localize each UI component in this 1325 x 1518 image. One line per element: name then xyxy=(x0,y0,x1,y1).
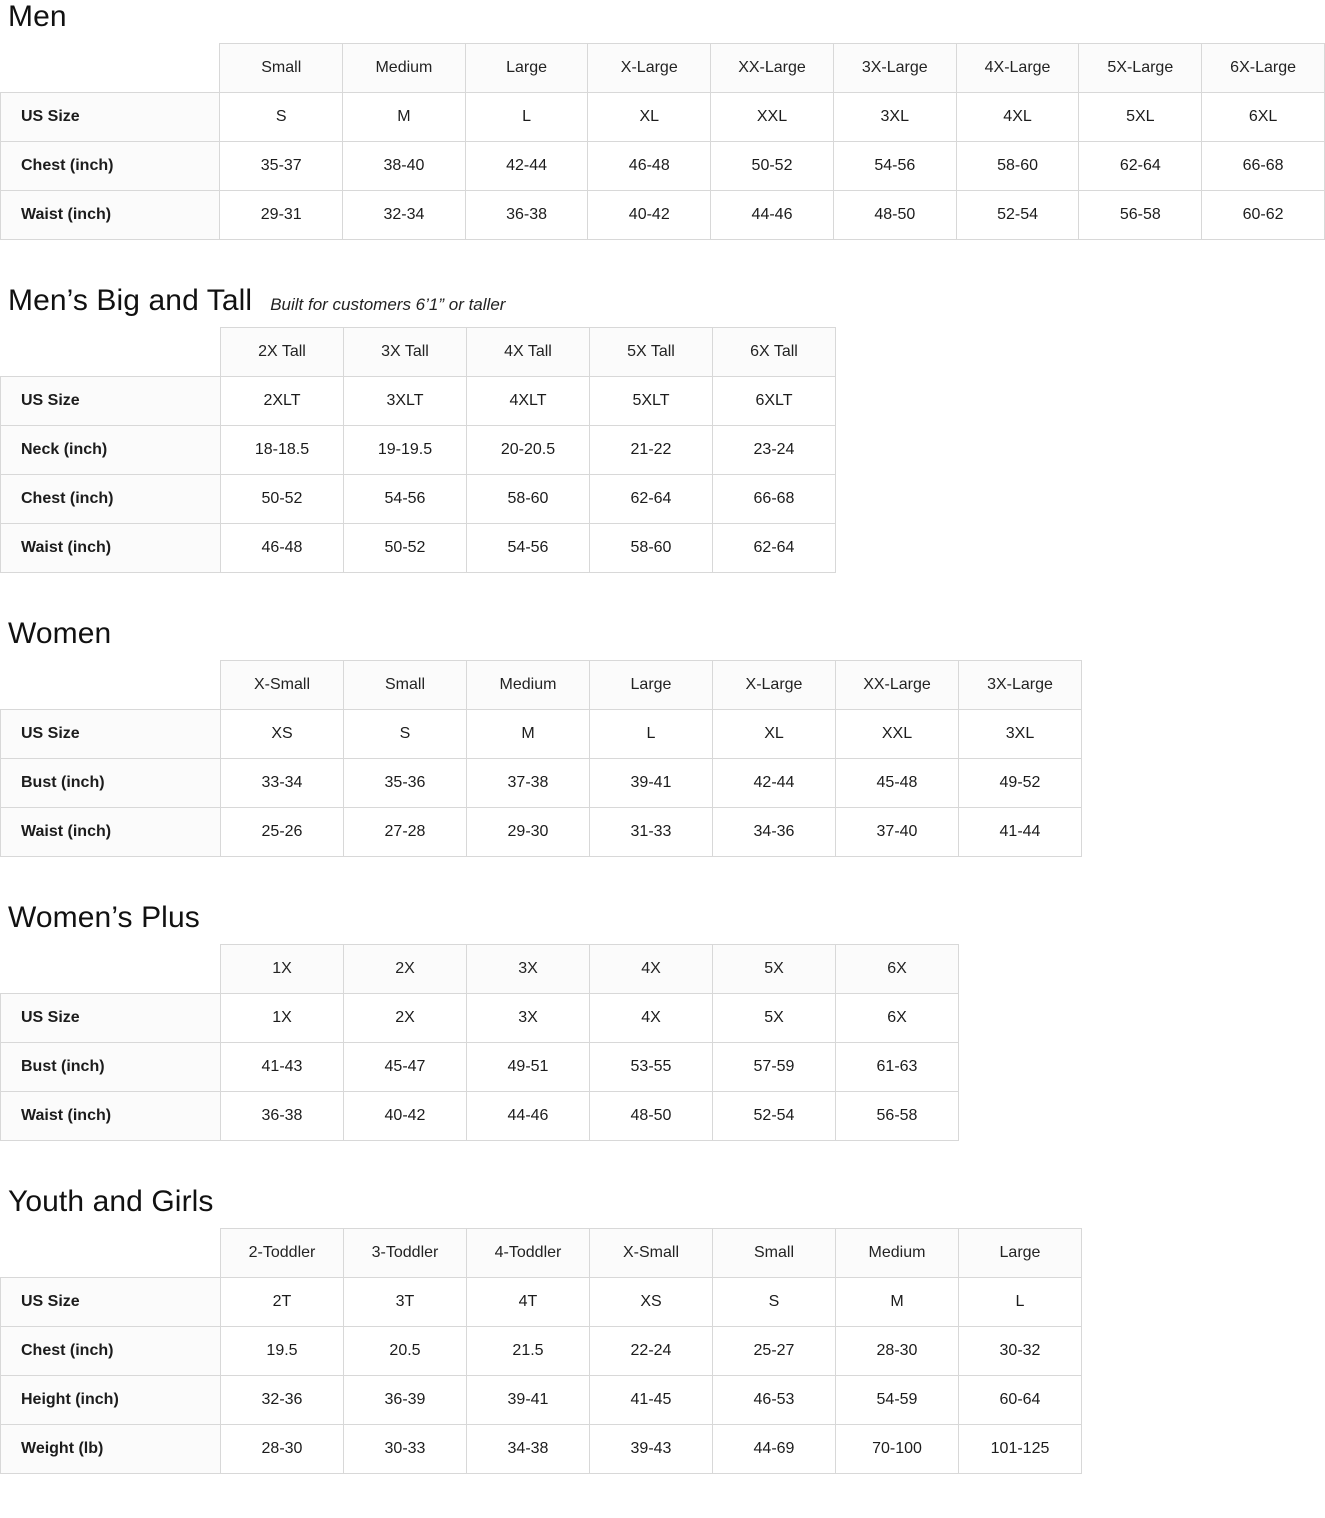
measurement-cell: 101-125 xyxy=(959,1425,1082,1474)
measurement-cell: 35-36 xyxy=(344,759,467,808)
size-section-header xyxy=(0,0,1325,43)
row-label: Height (inch) xyxy=(1,1376,221,1425)
column-header: 5X-Large xyxy=(1079,44,1202,93)
column-header: 4X xyxy=(590,945,713,994)
measurement-cell: 44-46 xyxy=(467,1092,590,1141)
measurement-cell: 52-54 xyxy=(956,191,1079,240)
measurement-cell: 58-60 xyxy=(590,524,713,573)
measurement-cell: 39-43 xyxy=(590,1425,713,1474)
measurement-cell: 57-59 xyxy=(713,1043,836,1092)
size-table xyxy=(0,1228,1082,1474)
column-header: 3X-Large xyxy=(959,661,1082,710)
measurement-cell: 37-38 xyxy=(467,759,590,808)
measurement-cell: 66-68 xyxy=(1202,142,1325,191)
measurement-cell: 62-64 xyxy=(1079,142,1202,191)
measurement-cell: 21.5 xyxy=(467,1327,590,1376)
measurement-cell: 58-60 xyxy=(956,142,1079,191)
measurement-cell: 39-41 xyxy=(590,759,713,808)
measurement-cell: XS xyxy=(221,710,344,759)
measurement-cell: M xyxy=(836,1278,959,1327)
table-row xyxy=(1,524,836,573)
table-row xyxy=(1,1376,1082,1425)
size-section-title: Men’s Big and Tall xyxy=(8,284,253,317)
table-row xyxy=(1,426,836,475)
size-section xyxy=(0,284,1325,617)
measurement-cell: L xyxy=(959,1278,1082,1327)
column-header: 4-Toddler xyxy=(467,1229,590,1278)
measurement-cell: 29-30 xyxy=(467,808,590,857)
row-label: Waist (inch) xyxy=(1,524,221,573)
table-corner-cell xyxy=(1,1229,221,1278)
measurement-cell: 42-44 xyxy=(713,759,836,808)
measurement-cell: 70-100 xyxy=(836,1425,959,1474)
column-header: X-Large xyxy=(588,44,711,93)
measurement-cell: 36-39 xyxy=(344,1376,467,1425)
measurement-cell: 40-42 xyxy=(344,1092,467,1141)
size-section-title: Women xyxy=(8,617,112,650)
measurement-cell: 20-20.5 xyxy=(467,426,590,475)
measurement-cell: 34-38 xyxy=(467,1425,590,1474)
column-header: 2X Tall xyxy=(221,328,344,377)
measurement-cell: 6X xyxy=(836,994,959,1043)
measurement-cell: M xyxy=(343,93,466,142)
table-corner-cell xyxy=(1,44,220,93)
row-label: Weight (lb) xyxy=(1,1425,221,1474)
measurement-cell: 4X xyxy=(590,994,713,1043)
column-header: 5X Tall xyxy=(590,328,713,377)
measurement-cell: 41-44 xyxy=(959,808,1082,857)
row-label: Waist (inch) xyxy=(1,808,221,857)
measurement-cell: 4XLT xyxy=(467,377,590,426)
measurement-cell: XL xyxy=(713,710,836,759)
measurement-cell: 23-24 xyxy=(713,426,836,475)
column-header: 1X xyxy=(221,945,344,994)
measurement-cell: L xyxy=(465,93,588,142)
table-row xyxy=(1,475,836,524)
size-section xyxy=(0,901,1325,1185)
measurement-cell: 41-43 xyxy=(221,1043,344,1092)
size-section-header xyxy=(0,617,1325,660)
measurement-cell: 25-27 xyxy=(713,1327,836,1376)
section-spacer xyxy=(0,1141,1325,1185)
size-section-title: Women’s Plus xyxy=(8,901,200,934)
measurement-cell: S xyxy=(713,1278,836,1327)
measurement-cell: 38-40 xyxy=(343,142,466,191)
column-header: 6X Tall xyxy=(713,328,836,377)
measurement-cell: 27-28 xyxy=(344,808,467,857)
measurement-cell: 3T xyxy=(344,1278,467,1327)
measurement-cell: 54-56 xyxy=(467,524,590,573)
size-section-note: Built for customers 6’1” or taller xyxy=(270,295,506,314)
column-header: 4X-Large xyxy=(956,44,1079,93)
measurement-cell: 3X xyxy=(467,994,590,1043)
measurement-cell: 46-48 xyxy=(588,142,711,191)
measurement-cell: 28-30 xyxy=(221,1425,344,1474)
table-row xyxy=(1,1278,1082,1327)
row-label: Waist (inch) xyxy=(1,1092,221,1141)
row-label: Neck (inch) xyxy=(1,426,221,475)
measurement-cell: 42-44 xyxy=(465,142,588,191)
measurement-cell: 5XLT xyxy=(590,377,713,426)
column-header: 3X xyxy=(467,945,590,994)
measurement-cell: 36-38 xyxy=(465,191,588,240)
measurement-cell: 37-40 xyxy=(836,808,959,857)
row-label: Chest (inch) xyxy=(1,475,221,524)
measurement-cell: 18-18.5 xyxy=(221,426,344,475)
measurement-cell: 46-53 xyxy=(713,1376,836,1425)
column-header: 5X xyxy=(713,945,836,994)
column-header: 6X-Large xyxy=(1202,44,1325,93)
size-section xyxy=(0,1185,1325,1518)
row-label: US Size xyxy=(1,994,221,1043)
row-label: US Size xyxy=(1,377,221,426)
row-label: Waist (inch) xyxy=(1,191,220,240)
table-header-row xyxy=(1,1229,1082,1278)
row-label: US Size xyxy=(1,710,221,759)
measurement-cell: L xyxy=(590,710,713,759)
size-section xyxy=(0,617,1325,901)
measurement-cell: 40-42 xyxy=(588,191,711,240)
measurement-cell: 48-50 xyxy=(590,1092,713,1141)
table-row xyxy=(1,710,1082,759)
table-corner-cell xyxy=(1,661,221,710)
measurement-cell: 21-22 xyxy=(590,426,713,475)
measurement-cell: 3XLT xyxy=(344,377,467,426)
size-section-header xyxy=(0,284,1325,327)
measurement-cell: 45-48 xyxy=(836,759,959,808)
measurement-cell: 36-38 xyxy=(221,1092,344,1141)
measurement-cell: 58-60 xyxy=(467,475,590,524)
measurement-cell: 28-30 xyxy=(836,1327,959,1376)
table-corner-cell xyxy=(1,328,221,377)
measurement-cell: 53-55 xyxy=(590,1043,713,1092)
table-header-row xyxy=(1,328,836,377)
measurement-cell: 56-58 xyxy=(1079,191,1202,240)
measurement-cell: 50-52 xyxy=(221,475,344,524)
measurement-cell: 61-63 xyxy=(836,1043,959,1092)
measurement-cell: 30-32 xyxy=(959,1327,1082,1376)
column-header: 6X xyxy=(836,945,959,994)
measurement-cell: 30-33 xyxy=(344,1425,467,1474)
measurement-cell: 3XL xyxy=(833,93,956,142)
column-header: Large xyxy=(959,1229,1082,1278)
column-header: Small xyxy=(344,661,467,710)
section-spacer xyxy=(0,240,1325,284)
column-header: Large xyxy=(465,44,588,93)
measurement-cell: 20.5 xyxy=(344,1327,467,1376)
column-header: X-Large xyxy=(713,661,836,710)
column-header: 4X Tall xyxy=(467,328,590,377)
measurement-cell: 62-64 xyxy=(590,475,713,524)
table-row xyxy=(1,808,1082,857)
measurement-cell: 48-50 xyxy=(833,191,956,240)
size-table xyxy=(0,43,1325,240)
measurement-cell: 52-54 xyxy=(713,1092,836,1141)
measurement-cell: 2XLT xyxy=(221,377,344,426)
measurement-cell: M xyxy=(467,710,590,759)
row-label: US Size xyxy=(1,93,220,142)
measurement-cell: 4T xyxy=(467,1278,590,1327)
measurement-cell: 25-26 xyxy=(221,808,344,857)
column-header: Medium xyxy=(343,44,466,93)
table-row xyxy=(1,1425,1082,1474)
column-header: 3X Tall xyxy=(344,328,467,377)
measurement-cell: 66-68 xyxy=(713,475,836,524)
measurement-cell: XXL xyxy=(711,93,834,142)
measurement-cell: 62-64 xyxy=(713,524,836,573)
column-header: 2X xyxy=(344,945,467,994)
table-row xyxy=(1,377,836,426)
size-section xyxy=(0,0,1325,284)
column-header: Medium xyxy=(836,1229,959,1278)
measurement-cell: S xyxy=(344,710,467,759)
measurement-cell: 54-56 xyxy=(833,142,956,191)
section-spacer xyxy=(0,573,1325,617)
measurement-cell: 49-52 xyxy=(959,759,1082,808)
measurement-cell: 1X xyxy=(221,994,344,1043)
column-header: 3X-Large xyxy=(833,44,956,93)
column-header: X-Small xyxy=(221,661,344,710)
measurement-cell: 34-36 xyxy=(713,808,836,857)
measurement-cell: S xyxy=(220,93,343,142)
section-spacer xyxy=(0,1474,1325,1518)
measurement-cell: XL xyxy=(588,93,711,142)
table-header-row xyxy=(1,945,959,994)
measurement-cell: 60-62 xyxy=(1202,191,1325,240)
table-corner-cell xyxy=(1,945,221,994)
measurement-cell: 19-19.5 xyxy=(344,426,467,475)
row-label: Bust (inch) xyxy=(1,759,221,808)
measurement-cell: 50-52 xyxy=(711,142,834,191)
measurement-cell: 54-59 xyxy=(836,1376,959,1425)
measurement-cell: 33-34 xyxy=(221,759,344,808)
table-row xyxy=(1,93,1325,142)
measurement-cell: 39-41 xyxy=(467,1376,590,1425)
column-header: X-Small xyxy=(590,1229,713,1278)
column-header: Medium xyxy=(467,661,590,710)
measurement-cell: 56-58 xyxy=(836,1092,959,1141)
column-header: XX-Large xyxy=(711,44,834,93)
measurement-cell: 49-51 xyxy=(467,1043,590,1092)
section-spacer xyxy=(0,857,1325,901)
size-section-header xyxy=(0,1185,1325,1228)
measurement-cell: 2T xyxy=(221,1278,344,1327)
column-header: Large xyxy=(590,661,713,710)
size-section-title: Youth and Girls xyxy=(8,1185,214,1218)
column-header: Small xyxy=(220,44,343,93)
measurement-cell: 44-46 xyxy=(711,191,834,240)
row-label: Chest (inch) xyxy=(1,1327,221,1376)
size-table xyxy=(0,944,959,1141)
table-row xyxy=(1,1092,959,1141)
measurement-cell: 45-47 xyxy=(344,1043,467,1092)
measurement-cell: 19.5 xyxy=(221,1327,344,1376)
measurement-cell: 60-64 xyxy=(959,1376,1082,1425)
measurement-cell: 41-45 xyxy=(590,1376,713,1425)
measurement-cell: 29-31 xyxy=(220,191,343,240)
table-row xyxy=(1,1327,1082,1376)
measurement-cell: 5XL xyxy=(1079,93,1202,142)
measurement-cell: 6XL xyxy=(1202,93,1325,142)
table-row xyxy=(1,191,1325,240)
measurement-cell: 31-33 xyxy=(590,808,713,857)
row-label: US Size xyxy=(1,1278,221,1327)
table-row xyxy=(1,142,1325,191)
table-row xyxy=(1,1043,959,1092)
measurement-cell: 4XL xyxy=(956,93,1079,142)
row-label: Bust (inch) xyxy=(1,1043,221,1092)
measurement-cell: 2X xyxy=(344,994,467,1043)
measurement-cell: 3XL xyxy=(959,710,1082,759)
measurement-cell: 32-36 xyxy=(221,1376,344,1425)
table-row xyxy=(1,759,1082,808)
row-label: Chest (inch) xyxy=(1,142,220,191)
measurement-cell: 50-52 xyxy=(344,524,467,573)
measurement-cell: XXL xyxy=(836,710,959,759)
measurement-cell: 54-56 xyxy=(344,475,467,524)
measurement-cell: 32-34 xyxy=(343,191,466,240)
column-header: 3-Toddler xyxy=(344,1229,467,1278)
column-header: XX-Large xyxy=(836,661,959,710)
table-header-row xyxy=(1,44,1325,93)
size-section-header xyxy=(0,901,1325,944)
size-section-title: Men xyxy=(8,0,67,33)
size-table xyxy=(0,660,1082,857)
measurement-cell: 46-48 xyxy=(221,524,344,573)
measurement-cell: 44-69 xyxy=(713,1425,836,1474)
measurement-cell: 22-24 xyxy=(590,1327,713,1376)
column-header: Small xyxy=(713,1229,836,1278)
measurement-cell: 6XLT xyxy=(713,377,836,426)
measurement-cell: XS xyxy=(590,1278,713,1327)
table-header-row xyxy=(1,661,1082,710)
measurement-cell: 35-37 xyxy=(220,142,343,191)
table-row xyxy=(1,994,959,1043)
column-header: 2-Toddler xyxy=(221,1229,344,1278)
size-table xyxy=(0,327,836,573)
measurement-cell: 5X xyxy=(713,994,836,1043)
